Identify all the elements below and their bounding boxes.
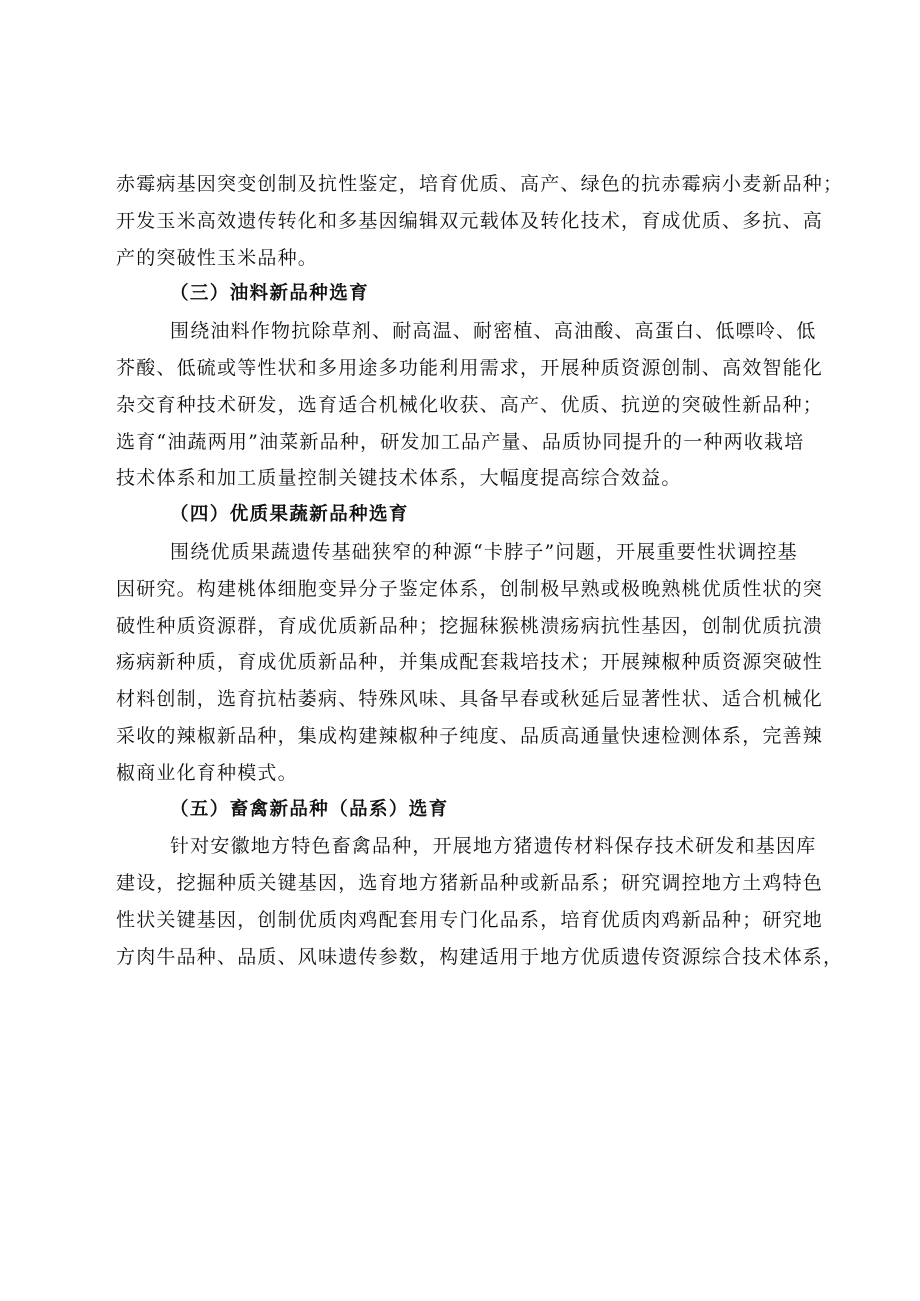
- paragraph-line: 疡病新种质，育成优质新品种，并集成配套栽培技术；开展辣椒种质资源突破性: [116, 651, 824, 674]
- paragraph-line: 材料创制，选育抗枯萎病、特殊风味、具备早春或秋延后显著性状、适合机械化: [116, 688, 824, 711]
- paragraph-line: 围绕优质果蔬遗传基础狭窄的种源“卡脖子”问题，开展重要性状调控基: [170, 540, 798, 563]
- paragraph-line: 杂交育种技术研发，选育适合机械化收获、高产、优质、抗逆的突破性新品种；: [116, 393, 824, 416]
- section-heading-livestock: （五）畜禽新品种（品系）选育: [170, 798, 449, 820]
- paragraph-line: 破性种质资源群，育成优质新品种；挖掘秣猴桃溃疡病抗性基因，创制优质抗溃: [116, 614, 824, 637]
- paragraph-line: 因研究。构建桃体细胞变异分子鉴定体系，创制极早熟或极晚熟桃优质性状的突: [116, 577, 824, 600]
- paragraph-line: 针对安徽地方特色畜禽品种，开展地方猪遗传材料保存技术研发和基因库: [170, 835, 817, 858]
- paragraph-line: 开发玉米高效遗传转化和多基因编辑双元载体及转化技术，育成优质、多抗、高: [116, 209, 824, 232]
- document-body: [116, 166, 844, 976]
- paragraph-line: 赤霉病基因突变创制及抗性鉴定，培育优质、高产、绿色的抗赤霉病小麦新品种；: [116, 173, 844, 195]
- paragraph-line: 方肉牛品种、品质、风味遗传参数，构建适用于地方优质遗传资源综合技术体系，: [116, 945, 844, 968]
- paragraph-line: 技术体系和加工质量控制关键技术体系，大幅度提高综合效益。: [116, 467, 682, 490]
- paragraph-line: 芥酸、低硫或等性状和多用途多功能利用需求，开展种质资源创制、高效智能化: [116, 356, 824, 379]
- paragraph-line: 采收的辣椒新品种，集成构建辣椒种子纯度、品质高通量快速检测体系，完善辣: [116, 724, 824, 747]
- paragraph-line: 围绕油料作物抗除草剂、耐高温、耐密植、高油酸、高蛋白、低嘌呤、低: [170, 320, 817, 343]
- section-heading-fruit-vegetable: （四）优质果蔬新品种选育: [170, 504, 409, 526]
- paragraph-line: 选育“油蔬两用”油菜新品种，研发加工品产量、品质协同提升的一种两收栽培: [116, 430, 805, 453]
- paragraph-line: 性状关键基因，创制优质肉鸡配套用专门化品系，培育优质肉鸡新品种；研究地: [116, 908, 824, 931]
- paragraph-line: 椒商业化育种模式。: [116, 761, 298, 784]
- paragraph-line: 产的突破性玉米品种。: [116, 246, 319, 269]
- section-heading-oilseed: （三）油料新品种选育: [170, 283, 370, 305]
- paragraph-line: 建设，挖掘种质关键基因，选育地方猪新品种或新品系；研究调控地方土鸡特色: [116, 872, 824, 895]
